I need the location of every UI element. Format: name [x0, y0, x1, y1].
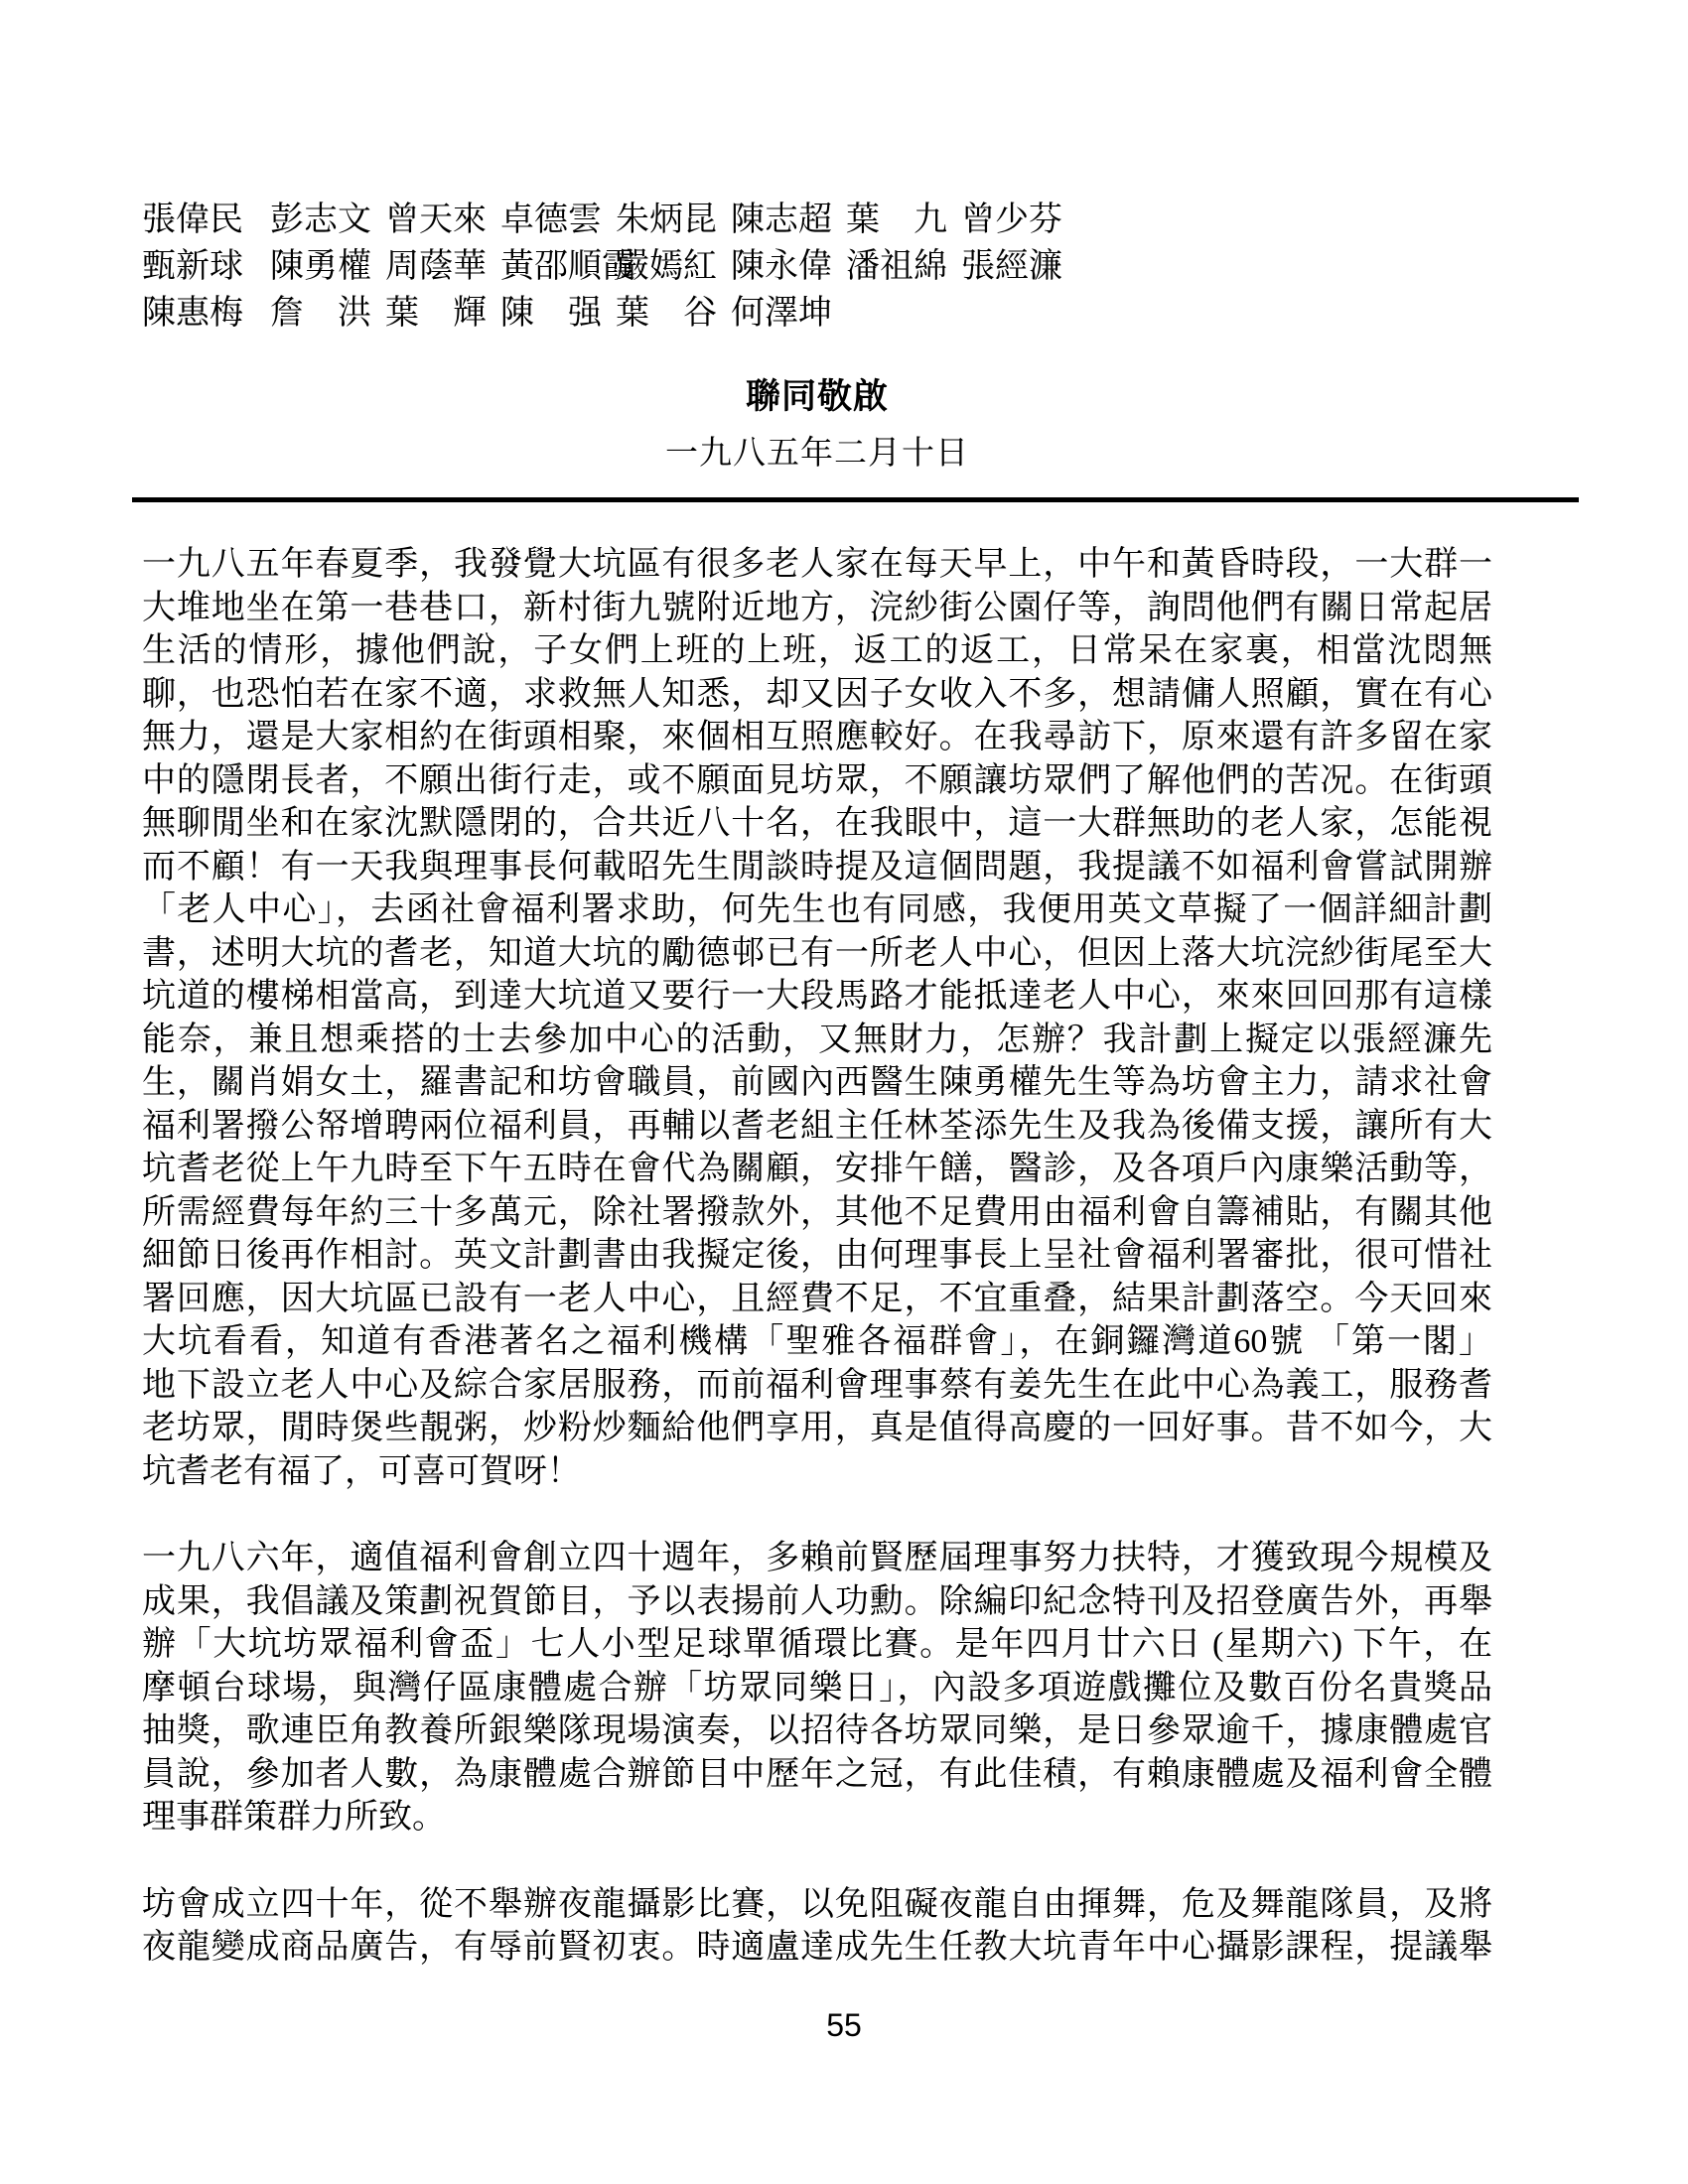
signatory-name: 陳 强 — [500, 295, 602, 332]
text-line: 坑道的樓梯相當高，到達大坑道又要行一大段馬路才能抵達老人中心，來來回回那有這樣 — [142, 978, 1492, 1015]
signatory-name: 朱炳昆 — [616, 202, 717, 238]
body-text — [142, 543, 1492, 2013]
signatory-name: 黃邵順霞 — [500, 248, 635, 285]
text-line: 細節日後再作相討。英文計劃書由我擬定後，由何理事長上呈社會福利署審批，很可惜社 — [142, 1237, 1492, 1274]
text-line: 大坑看看，知道有香港著名之福利機構「聖雅各福群會」，在銅鑼灣道60號 「第一閣」 — [142, 1323, 1492, 1360]
text-line: 坑耆老從上午九時至下午五時在會代為關顧，安排午饍，醫診，及各項戶內康樂活動等， — [142, 1151, 1492, 1187]
signatory-name: 詹 洪 — [270, 295, 371, 332]
text-line: 抽獎，歌連臣角教養所銀樂隊現場演奏，以招待各坊眾同樂，是日參眾逾千，據康體處官 — [142, 1712, 1492, 1749]
signatories — [142, 197, 1492, 337]
page-number: 55 — [826, 2007, 862, 2043]
text-line: 坑耆老有福了，可喜可賀呀！ — [142, 1452, 581, 1490]
text-line: 理事群策群力所致。 — [142, 1799, 446, 1836]
text-line: 能奈，兼且想乘搭的士去參加中心的活動，又無財力，怎辦？我計劃上擬定以張經濂先 — [142, 1021, 1492, 1058]
signatory-row — [142, 243, 1492, 290]
text-line: 老坊眾，閒時煲些靚粥，炒粉炒麵給他們享用，真是值得高慶的一回好事。昔不如今，大 — [142, 1410, 1492, 1446]
paragraph — [142, 543, 1492, 1493]
signatory-name: 周蔭華 — [385, 248, 487, 285]
text-line: 「老人中心」，去函社會福利署求助，何先生也有同感，我便用英文草擬了一個詳細計劃 — [142, 891, 1492, 928]
text-line: 夜龍變成商品廣告，有辱前賢初衷。時適盧達成先生任教大坑青年中心攝影課程，提議舉 — [142, 1929, 1492, 1966]
text-line: 摩頓台球場，與灣仔區康體處合辦「坊眾同樂日」，內設多項遊戲攤位及數百份名貴獎品 — [142, 1669, 1492, 1706]
text-line: 中的隱閉長者，不願出街行走，或不願面見坊眾，不願讓坊眾們了解他們的苦况。在街頭 — [142, 761, 1492, 799]
text-line: 署回應，因大坑區已設有一老人中心，且經費不足，不宜重叠，結果計劃落空。今天回來 — [142, 1280, 1492, 1317]
text-line: 無力，還是大家相約在街頭相聚，來個相互照應較好。在我尋訪下，原來還有許多留在家 — [142, 719, 1492, 755]
text-line: 無聊閒坐和在家沈默隱閉的，合共近八十名，在我眼中，這一大群無助的老人家，怎能視 — [142, 805, 1492, 842]
signatory-name: 曾天來 — [385, 202, 487, 238]
closing-block — [142, 369, 1492, 474]
text-line: 福利署撥公帑增聘兩位福利員，再輔以耆老組主任林荃添先生及我為後備支援，讓所有大 — [142, 1107, 1492, 1145]
text-line: 而不顧！有一天我與理事長何載昭先生閒談時提及這個問題，我提議不如福利會嘗試開辦 — [142, 848, 1492, 886]
signatory-name: 曾少芬 — [961, 202, 1062, 238]
signatory-name: 卓德雲 — [500, 202, 602, 238]
closing-date: 一九八五年二月十日 — [665, 436, 969, 472]
text-line: 辦「大坑坊眾福利會盃」七人小型足球單循環比賽。是年四月廿六日 (星期六) 下午，在 — [142, 1626, 1492, 1663]
paragraph — [142, 1883, 1492, 1970]
signatory-name: 彭志文 — [270, 202, 371, 238]
signatory-name: 葉 輝 — [385, 295, 487, 332]
signatory-name: 陳志超 — [731, 202, 832, 238]
text-line: 一九八五年春夏季，我發覺大坑區有很多老人家在每天早上，中午和黃昏時段，一大群一 — [142, 546, 1492, 583]
paragraph — [142, 1537, 1492, 1840]
text-line: 成果，我倡議及策劃祝賀節目，予以表揚前人功勳。除編印紀念特刊及招登廣告外，再舉 — [142, 1582, 1492, 1620]
text-line: 坊會成立四十年，從不舉辦夜龍攝影比賽，以免阻礙夜龍自由揮舞，危及舞龍隊員，及將 — [142, 1885, 1492, 1923]
text-line: 一九八六年，適值福利會創立四十週年，多賴前賢歷屆理事努力扶特，才獲致現今規模及 — [142, 1540, 1492, 1576]
signatory-name: 葉 九 — [846, 202, 947, 238]
text-line: 所需經費每年約三十多萬元，除社署撥款外，其他不足費用由福利會自籌補貼，有關其他 — [142, 1193, 1492, 1231]
text-line: 大堆地坐在第一巷巷口，新村街九號附近地方，浣紗街公園仔等，詢問他們有關日常起居 — [142, 589, 1492, 626]
signatory-name: 葉 谷 — [616, 295, 717, 332]
signatory-row — [142, 290, 1492, 337]
text-line: 聊，也恐怕若在家不適，求救無人知悉，却又因子女收入不多，想請傭人照顧，實在有心 — [142, 675, 1492, 713]
signatory-row — [142, 197, 1492, 243]
signatory-name: 嚴嫣紅 — [616, 248, 717, 285]
text-line: 地下設立老人中心及綜合家居服務，而前福利會理事蔡有姜先生在此中心為義工，服務耆 — [142, 1366, 1492, 1404]
divider — [132, 497, 1579, 502]
text-line: 書，述明大坑的耆老，知道大坑的勵德邨已有一所老人中心，但因上落大坑浣紗街尾至大 — [142, 934, 1492, 972]
signatory-name: 陳惠梅 — [142, 295, 243, 332]
text-line: 員說，參加者人數，為康體處合辦節目中歷年之冠，有此佳積，有賴康體處及福利會全體 — [142, 1755, 1492, 1793]
signatory-name: 陳永偉 — [731, 248, 832, 285]
signatory-name: 陳勇權 — [270, 248, 371, 285]
signatory-name: 潘祖綿 — [846, 248, 947, 285]
text-line: 生活的情形，據他們說，子女們上班的上班，返工的返工，日常呆在家裏，相當沈悶無 — [142, 632, 1492, 669]
signatory-name: 張偉民 — [142, 202, 243, 238]
signatory-name: 何澤坤 — [731, 295, 832, 332]
text-line: 生，關肖娟女土，羅書記和坊會職員，前國內西醫生陳勇權先生等為坊會主力，請求社會 — [142, 1064, 1492, 1101]
signatory-name: 張經濂 — [961, 248, 1062, 285]
closing-title: 聯同敬啟 — [745, 377, 889, 416]
signatory-name: 甄新球 — [142, 248, 243, 285]
